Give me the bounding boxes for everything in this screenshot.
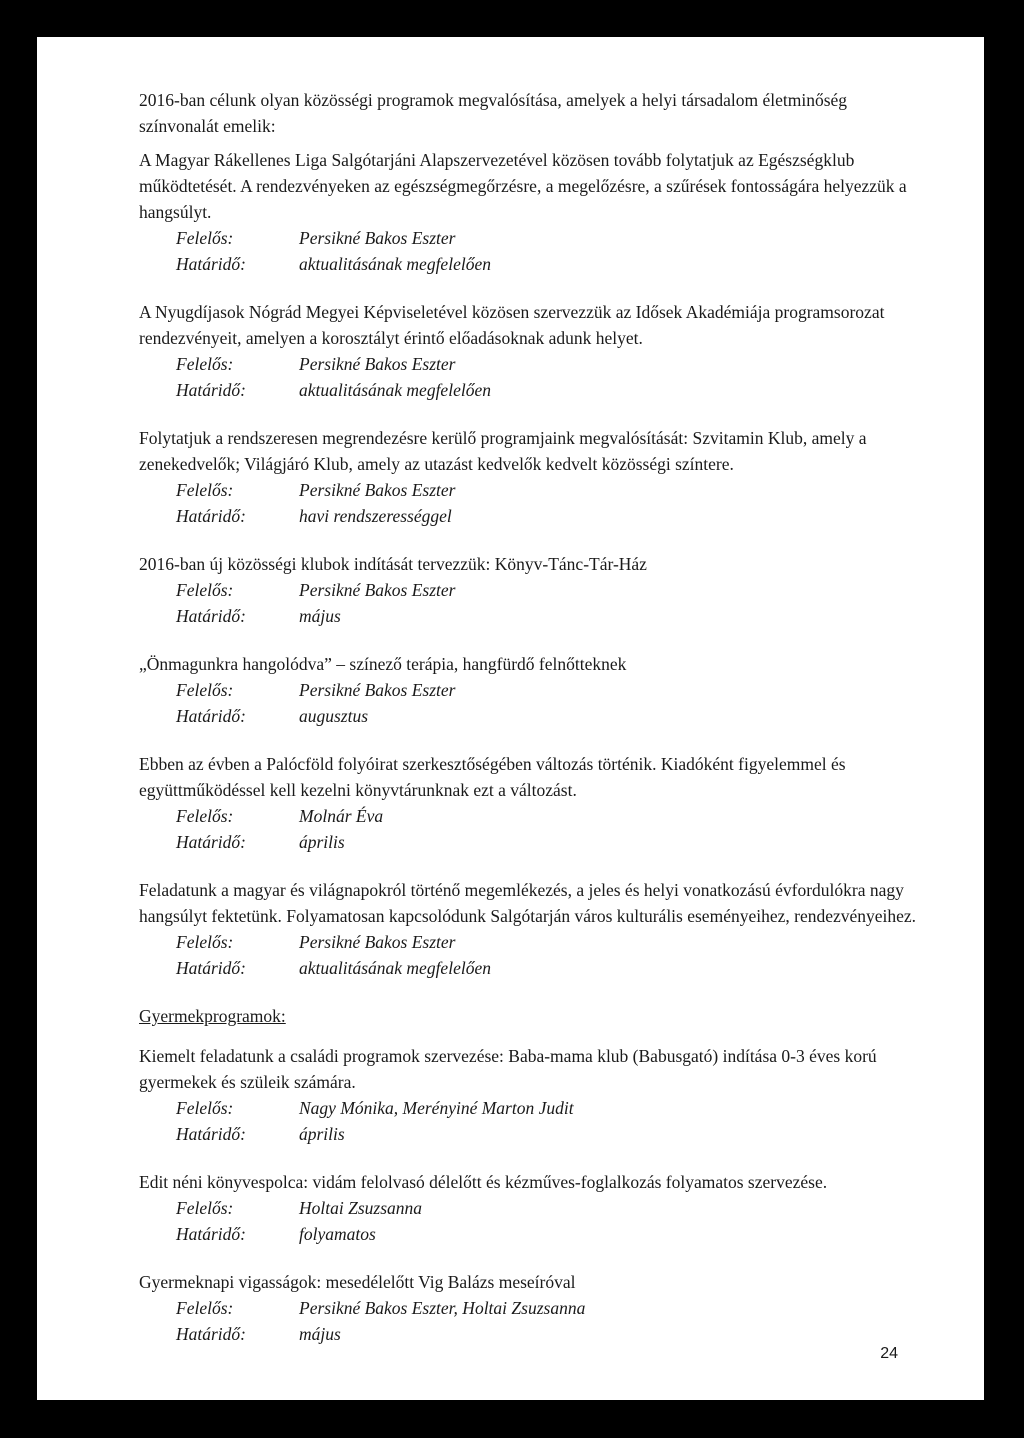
responsible-label: Felelős: [176, 932, 234, 952]
responsible-row [139, 577, 929, 603]
deadline-value: augusztus [299, 706, 369, 726]
responsible-row [139, 1095, 929, 1121]
responsible-label: Felelős: [176, 580, 234, 600]
program-block [139, 651, 929, 729]
deadline-label: Határidő: [176, 254, 246, 274]
children-program-block [139, 1169, 929, 1247]
page-content [139, 87, 929, 1369]
deadline-value: havi rendszerességgel [299, 506, 452, 526]
program-block [139, 425, 929, 529]
paragraph: Feladatunk a magyar és világnapokról történő megemlékezés, a jeles és helyi vonatkozású évfordulókra nagy hangsúlyt fektetünk. Folyamatosan kapcsolódunk Salgótarján város kulturális eseményeihez, rendezvényeihez. [139, 880, 917, 926]
paragraph: „Önmagunkra hangolódva” – színező terápia, hangfürdő felnőtteknek [139, 654, 627, 674]
deadline-label: Határidő: [176, 1324, 246, 1344]
children-program-block [139, 1043, 929, 1147]
deadline-label: Határidő: [176, 380, 246, 400]
paragraph: 2016-ban célunk olyan közösségi programok megvalósítása, amelyek a helyi társadalom életminőség színvonalát emelik: [139, 90, 848, 136]
paragraph: A Magyar Rákellenes Liga Salgótarjáni Alapszervezetével közösen tovább folytatjuk az Egészségklub működtetését. A rendezvényeken az egészségmegőrzésre, a megelőzésre, a szűrések fontosságára helyezzük a hangsúlyt. [139, 150, 907, 222]
paragraph: Folytatjuk a rendszeresen megrendezésre kerülő programjaink megvalósítását: Szvitamin Klub, amely a zenekedvelők; Világjáró Klub, amely az utazást kedvelők kedvelt közösségi színtere. [139, 428, 867, 474]
deadline-label: Határidő: [176, 958, 246, 978]
deadline-value: május [299, 606, 341, 626]
deadline-row [139, 955, 929, 981]
program-block [139, 299, 929, 403]
responsible-value: Persikné Bakos Eszter [299, 480, 456, 500]
deadline-label: Határidő: [176, 606, 246, 626]
program-block [139, 551, 929, 629]
page-number: 24 [880, 1345, 898, 1362]
responsible-label: Felelős: [176, 354, 234, 374]
deadline-value: április [299, 1124, 345, 1144]
deadline-row [139, 829, 929, 855]
paragraph: Gyermeknapi vigasságok: mesedélelőtt Vig Balázs meseíróval [139, 1272, 576, 1292]
deadline-label: Határidő: [176, 506, 246, 526]
deadline-label: Határidő: [176, 706, 246, 726]
responsible-label: Felelős: [176, 228, 234, 248]
deadline-value: aktualitásának megfelelően [299, 958, 491, 978]
responsible-value: Persikné Bakos Eszter [299, 228, 456, 248]
document-page [37, 37, 984, 1400]
responsible-label: Felelős: [176, 1298, 234, 1318]
deadline-label: Határidő: [176, 1124, 246, 1144]
responsible-row [139, 477, 929, 503]
paragraph: Ebben az évben a Palócföld folyóirat szerkesztőségében változás történik. Kiadóként figyelemmel és együttműködéssel kell kezelni könyvtárunknak ezt a változást. [139, 754, 846, 800]
children-program-block [139, 1269, 929, 1347]
responsible-row [139, 1195, 929, 1221]
deadline-label: Határidő: [176, 1224, 246, 1244]
responsible-label: Felelős: [176, 1198, 234, 1218]
responsible-label: Felelős: [176, 806, 234, 826]
deadline-row [139, 603, 929, 629]
deadline-label: Határidő: [176, 832, 246, 852]
section-heading: Gyermekprogramok: [139, 1006, 286, 1026]
deadline-row [139, 377, 929, 403]
deadline-value: aktualitásának megfelelően [299, 254, 491, 274]
responsible-row [139, 225, 929, 251]
responsible-value: Holtai Zsuzsanna [299, 1198, 423, 1218]
deadline-row [139, 1121, 929, 1147]
responsible-row [139, 1295, 929, 1321]
responsible-row [139, 351, 929, 377]
responsible-value: Persikné Bakos Eszter [299, 680, 456, 700]
deadline-value: május [299, 1324, 341, 1344]
paragraph: A Nyugdíjasok Nógrád Megyei Képviseletével közösen szervezzük az Idősek Akadémiája programsorozat rendezvényeit, amelyen a korosztályt érintő előadásoknak adunk helyet. [139, 302, 885, 348]
responsible-label: Felelős: [176, 1098, 234, 1118]
deadline-row [139, 1221, 929, 1247]
responsible-value: Molnár Éva [299, 806, 384, 826]
responsible-row [139, 677, 929, 703]
responsible-value: Persikné Bakos Eszter [299, 932, 456, 952]
deadline-value: aktualitásának megfelelően [299, 380, 491, 400]
program-block [139, 751, 929, 855]
deadline-row [139, 503, 929, 529]
program-block [139, 877, 929, 981]
paragraph: Edit néni könyvespolca: vidám felolvasó délelőtt és kézműves-foglalkozás folyamatos szervezése. [139, 1172, 828, 1192]
deadline-value: folyamatos [299, 1224, 376, 1244]
responsible-value: Persikné Bakos Eszter, Holtai Zsuzsanna [299, 1298, 586, 1318]
responsible-row [139, 803, 929, 829]
paragraph: 2016-ban új közösségi klubok indítását tervezzük: Könyv-Tánc-Tár-Ház [139, 554, 647, 574]
responsible-value: Nagy Mónika, Merényiné Marton Judit [299, 1098, 574, 1118]
responsible-label: Felelős: [176, 680, 234, 700]
program-block [139, 147, 929, 277]
deadline-row [139, 703, 929, 729]
deadline-value: április [299, 832, 345, 852]
responsible-value: Persikné Bakos Eszter [299, 354, 456, 374]
deadline-row [139, 1321, 929, 1347]
paragraph: Kiemelt feladatunk a családi programok szervezése: Baba-mama klub (Babusgató) indítása 0-3 éves korú gyermekek és szüleik számára. [139, 1046, 877, 1092]
intro-block [139, 87, 929, 139]
responsible-label: Felelős: [176, 480, 234, 500]
responsible-value: Persikné Bakos Eszter [299, 580, 456, 600]
responsible-row [139, 929, 929, 955]
deadline-row [139, 251, 929, 277]
